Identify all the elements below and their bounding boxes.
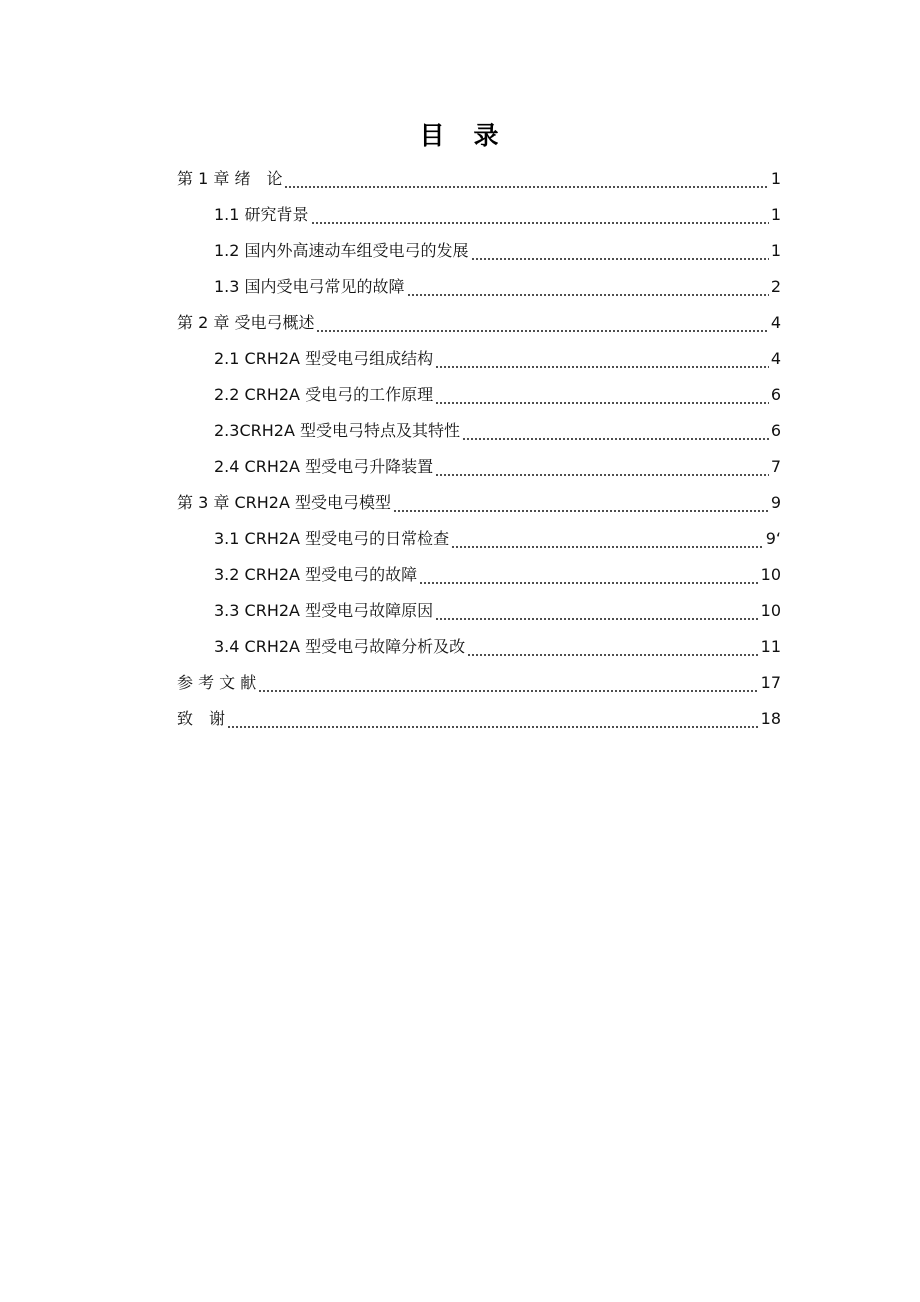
toc-page-number: 4 xyxy=(770,349,781,368)
toc-page-number: 11 xyxy=(760,637,781,656)
toc-entry-label: 2.2 CRH2A 受电弓的工作原理 xyxy=(214,385,434,404)
toc-entry-1-1[interactable] xyxy=(214,197,781,233)
toc-entry-label: 1.2 国内外高速动车组受电弓的发展 xyxy=(214,241,469,260)
toc-page-number: 1 xyxy=(770,169,781,188)
dot-leader xyxy=(435,593,759,629)
dot-leader xyxy=(258,665,758,701)
toc-page-number: 18 xyxy=(760,709,781,728)
dot-leader xyxy=(407,269,769,305)
toc-entry-chapter-1[interactable] xyxy=(177,161,781,197)
dot-leader xyxy=(311,197,769,233)
toc-entry-label: 第 3 章 CRH2A 型受电弓模型 xyxy=(177,493,391,512)
toc-entry-3-4[interactable] xyxy=(214,629,781,665)
dot-leader xyxy=(467,629,759,665)
toc-page-number: 9 xyxy=(770,493,781,512)
toc-entry-label: 2.4 CRH2A 型受电弓升降装置 xyxy=(214,457,434,476)
toc-entry-3-2[interactable] xyxy=(214,557,781,593)
toc-entry-1-3[interactable] xyxy=(214,269,781,305)
toc-page-number: 6 xyxy=(770,421,781,440)
toc-entry-label: 参 考 文 献 xyxy=(177,673,257,692)
toc-page-number: 10 xyxy=(760,565,781,584)
toc-entry-acknowledgements[interactable] xyxy=(177,701,781,737)
dot-leader xyxy=(435,341,769,377)
toc-page-number: 9‘ xyxy=(765,529,781,548)
dot-leader xyxy=(471,233,769,269)
toc-entry-2-3[interactable] xyxy=(214,413,781,449)
dot-leader xyxy=(435,377,769,413)
toc-entry-chapter-3[interactable] xyxy=(177,485,781,521)
toc-entry-label: 1.3 国内受电弓常见的故障 xyxy=(214,277,405,296)
toc-entry-1-2[interactable] xyxy=(214,233,781,269)
dot-leader xyxy=(316,305,768,341)
dot-leader xyxy=(284,161,768,197)
toc-entry-label: 第 2 章 受电弓概述 xyxy=(177,313,315,332)
toc-entry-label: 2.1 CRH2A 型受电弓组成结构 xyxy=(214,349,434,368)
toc-entry-chapter-2[interactable] xyxy=(177,305,781,341)
toc-entry-label: 3.2 CRH2A 型受电弓的故障 xyxy=(214,565,418,584)
dot-leader xyxy=(462,413,769,449)
toc-page-number: 6 xyxy=(770,385,781,404)
toc-page-number: 2 xyxy=(770,277,781,296)
toc-entry-label: 3.3 CRH2A 型受电弓故障原因 xyxy=(214,601,434,620)
toc-entry-3-3[interactable] xyxy=(214,593,781,629)
toc-page-number: 17 xyxy=(760,673,781,692)
toc-entry-label: 第 1 章 绪 论 xyxy=(177,169,283,188)
dot-leader xyxy=(393,485,769,521)
toc-entry-label: 1.1 研究背景 xyxy=(214,205,309,224)
dot-leader xyxy=(227,701,759,737)
toc-entry-label: 2.3CRH2A 型受电弓特点及其特性 xyxy=(214,421,460,440)
toc-entry-2-2[interactable] xyxy=(214,377,781,413)
toc-page-number: 7 xyxy=(770,457,781,476)
toc-entry-2-4[interactable] xyxy=(214,449,781,485)
toc-page-number: 1 xyxy=(770,205,781,224)
dot-leader xyxy=(419,557,759,593)
toc-entry-references[interactable] xyxy=(177,665,781,701)
dot-leader xyxy=(435,449,769,485)
toc-entry-label: 3.1 CRH2A 型受电弓的日常检查 xyxy=(214,529,450,548)
dot-leader xyxy=(451,521,764,557)
toc-entry-label: 致 谢 xyxy=(177,709,226,728)
toc-entry-2-1[interactable] xyxy=(214,341,781,377)
toc-page-number: 1 xyxy=(770,241,781,260)
toc-page-number: 10 xyxy=(760,601,781,620)
toc-entry-3-1[interactable] xyxy=(214,521,781,557)
toc-page-number: 4 xyxy=(770,313,781,332)
toc-entry-label: 3.4 CRH2A 型受电弓故障分析及改 xyxy=(214,637,466,656)
page-title: 目 录 xyxy=(419,121,501,150)
